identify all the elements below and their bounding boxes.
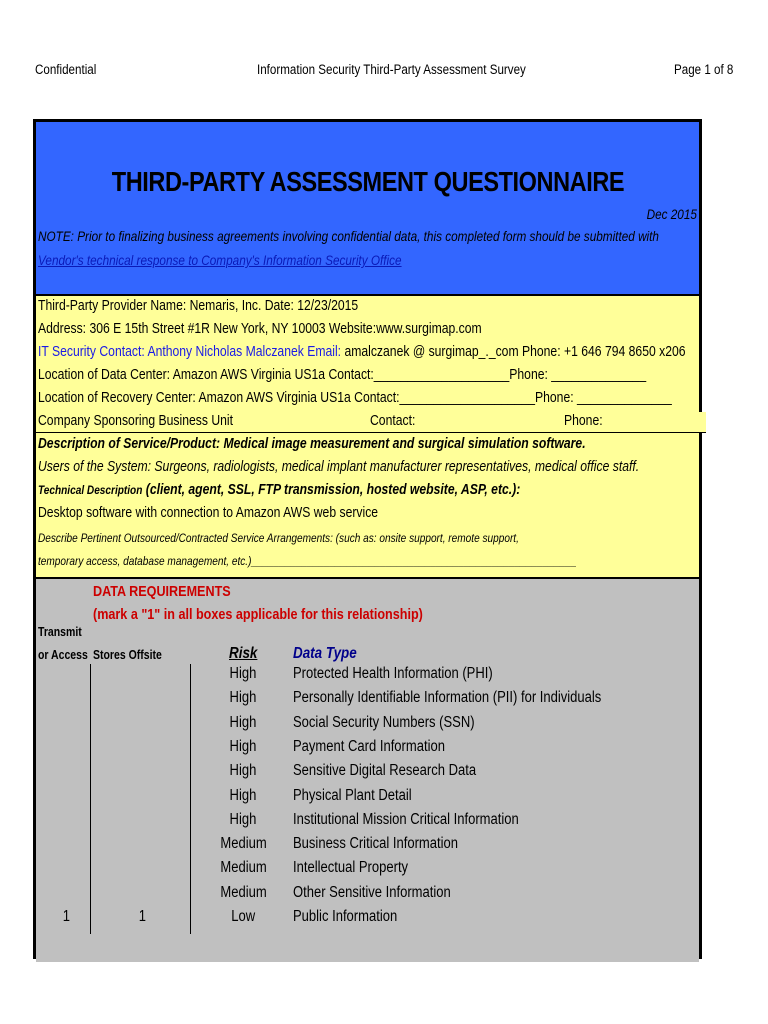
table-row <box>36 811 699 835</box>
data-type-column-header: Data Type <box>293 645 357 662</box>
table-row <box>36 835 699 859</box>
it-contact-value: amalczanek @ surgimap_._com Phone: +1 646 794 8650 x206 <box>341 344 686 360</box>
risk-cell: Low <box>231 908 255 925</box>
transmit-cell[interactable] <box>56 665 76 683</box>
table-row <box>36 689 699 713</box>
table-row <box>36 787 699 811</box>
transmit-cell[interactable] <box>56 859 76 877</box>
technical-description-label: Technical Description (client, agent, SSL, FTP transmission, hosted website, ASP, etc.): <box>38 482 521 498</box>
risk-cell: High <box>229 810 257 828</box>
data-type-cell: Sensitive Digital Research Data <box>293 762 477 780</box>
provider-info-band <box>36 296 699 579</box>
sponsor-contact-label: Contact: <box>370 413 416 429</box>
stores-offsite-cell[interactable] <box>132 811 152 829</box>
table-row <box>36 762 699 786</box>
table-row <box>36 738 699 762</box>
page-header <box>0 62 768 82</box>
provider-name-line: Third-Party Provider Name: Nemaris, Inc. Date: 12/23/2015 <box>38 298 359 314</box>
data-type-cell: Institutional Mission Critical Information <box>293 810 519 828</box>
technical-description-value: Desktop software with connection to Amazon AWS web service <box>38 505 379 521</box>
stores-offsite-column-header: Stores Offsite <box>93 648 162 662</box>
data-type-cell: Social Security Numbers (SSN) <box>293 713 475 731</box>
stores-offsite-cell[interactable] <box>132 665 152 683</box>
table-row <box>36 714 699 738</box>
stores-offsite-cell[interactable] <box>132 859 152 877</box>
service-description: Description of Service/Product: Medical image measurement and surgical simulation software. <box>38 436 586 452</box>
stores-offsite-cell[interactable] <box>132 762 152 780</box>
data-type-cell: Physical Plant Detail <box>293 786 412 804</box>
stores-offsite-cell[interactable] <box>132 714 152 732</box>
submission-note-link[interactable]: Vendor's technical response to Company's Information Security Office <box>38 252 402 268</box>
title-band <box>36 122 699 296</box>
data-type-cell: Business Critical Information <box>293 835 458 853</box>
outsourced-arrangements-cont: temporary access, database management, etc.)__________________________________________________________ <box>38 554 577 568</box>
sponsor-label: Company Sponsoring Business Unit <box>38 413 233 429</box>
data-requirements-band <box>36 579 699 962</box>
risk-cell: High <box>229 737 257 755</box>
data-type-cell: Intellectual Property <box>293 859 409 877</box>
transmit-cell[interactable] <box>56 714 76 732</box>
data-requirements-heading: DATA REQUIREMENTS <box>93 583 231 600</box>
risk-cell: High <box>229 762 257 780</box>
form-date: Dec 2015 <box>646 206 697 222</box>
data-type-cell: Payment Card Information <box>293 737 445 755</box>
table-row <box>36 665 699 689</box>
risk-cell: High <box>229 689 257 707</box>
address-line: Address: 306 E 15th Street #1R New York, NY 10003 Website:www.surgimap.com <box>38 321 482 337</box>
transmit-cell[interactable] <box>56 787 76 805</box>
table-row <box>36 859 699 883</box>
it-contact-label: IT Security Contact: Anthony Nicholas Malczanek Email: <box>38 344 342 360</box>
questionnaire-form <box>33 119 702 959</box>
data-type-cell: Other Sensitive Information <box>293 883 451 901</box>
stores-offsite-cell[interactable] <box>132 787 152 805</box>
transmit-cell[interactable] <box>56 884 76 902</box>
stores-offsite-cell[interactable] <box>132 884 152 902</box>
recovery-center-line: Location of Recovery Center: Amazon AWS Virginia US1a Contact:____________________Phone: ______________ <box>38 390 672 406</box>
transmit-cell[interactable] <box>56 835 76 853</box>
risk-column-header: Risk <box>229 645 258 662</box>
page-number: Page 1 of 8 <box>674 62 734 77</box>
stores-offsite-cell[interactable] <box>132 835 152 853</box>
risk-cell: Medium <box>220 859 267 877</box>
stores-offsite-cell[interactable] <box>132 738 152 756</box>
sponsor-phone-label: Phone: <box>564 413 603 429</box>
transmit-cell[interactable] <box>56 689 76 707</box>
stores-offsite-cell[interactable]: 1 <box>138 908 146 925</box>
risk-cell: Medium <box>220 835 267 853</box>
risk-cell: High <box>229 713 257 731</box>
table-row <box>36 908 699 932</box>
data-requirements-instruction: (mark a "1" in all boxes applicable for this relationship) <box>93 606 423 623</box>
table-row <box>36 884 699 908</box>
transmit-column-header: Transmit <box>38 625 82 639</box>
form-title: THIRD-PARTY ASSESSMENT QUESTIONNAIRE <box>111 166 624 197</box>
transmit-cell[interactable] <box>56 738 76 756</box>
it-security-contact-line <box>38 344 686 360</box>
risk-cell: High <box>229 665 257 682</box>
transmit-cell[interactable] <box>56 811 76 829</box>
submission-note: NOTE: Prior to finalizing business agreements involving confidential data, this completed form should be submitted with <box>38 228 659 244</box>
transmit-cell[interactable] <box>56 762 76 780</box>
access-column-header: or Access <box>38 648 88 662</box>
system-users: Users of the System: Surgeons, radiologists, medical implant manufacturer representatives, medical office staff. <box>38 459 640 475</box>
data-center-line: Location of Data Center: Amazon AWS Virginia US1a Contact:____________________Phone: ______________ <box>38 367 647 383</box>
data-type-cell: Public Information <box>293 908 398 925</box>
data-type-cell: Personally Identifiable Information (PII) for Individuals <box>293 689 602 707</box>
risk-cell: Medium <box>220 883 267 901</box>
risk-cell: High <box>229 786 257 804</box>
transmit-cell[interactable]: 1 <box>62 908 70 925</box>
survey-title: Information Security Third-Party Assessment Survey <box>257 62 526 77</box>
data-type-cell: Protected Health Information (PHI) <box>293 665 493 682</box>
confidential-label: Confidential <box>35 62 97 77</box>
outsourced-arrangements-label: Describe Pertinent Outsourced/Contracted Service Arrangements: (such as: onsite support, remote support, <box>38 531 519 545</box>
stores-offsite-cell[interactable] <box>132 689 152 707</box>
